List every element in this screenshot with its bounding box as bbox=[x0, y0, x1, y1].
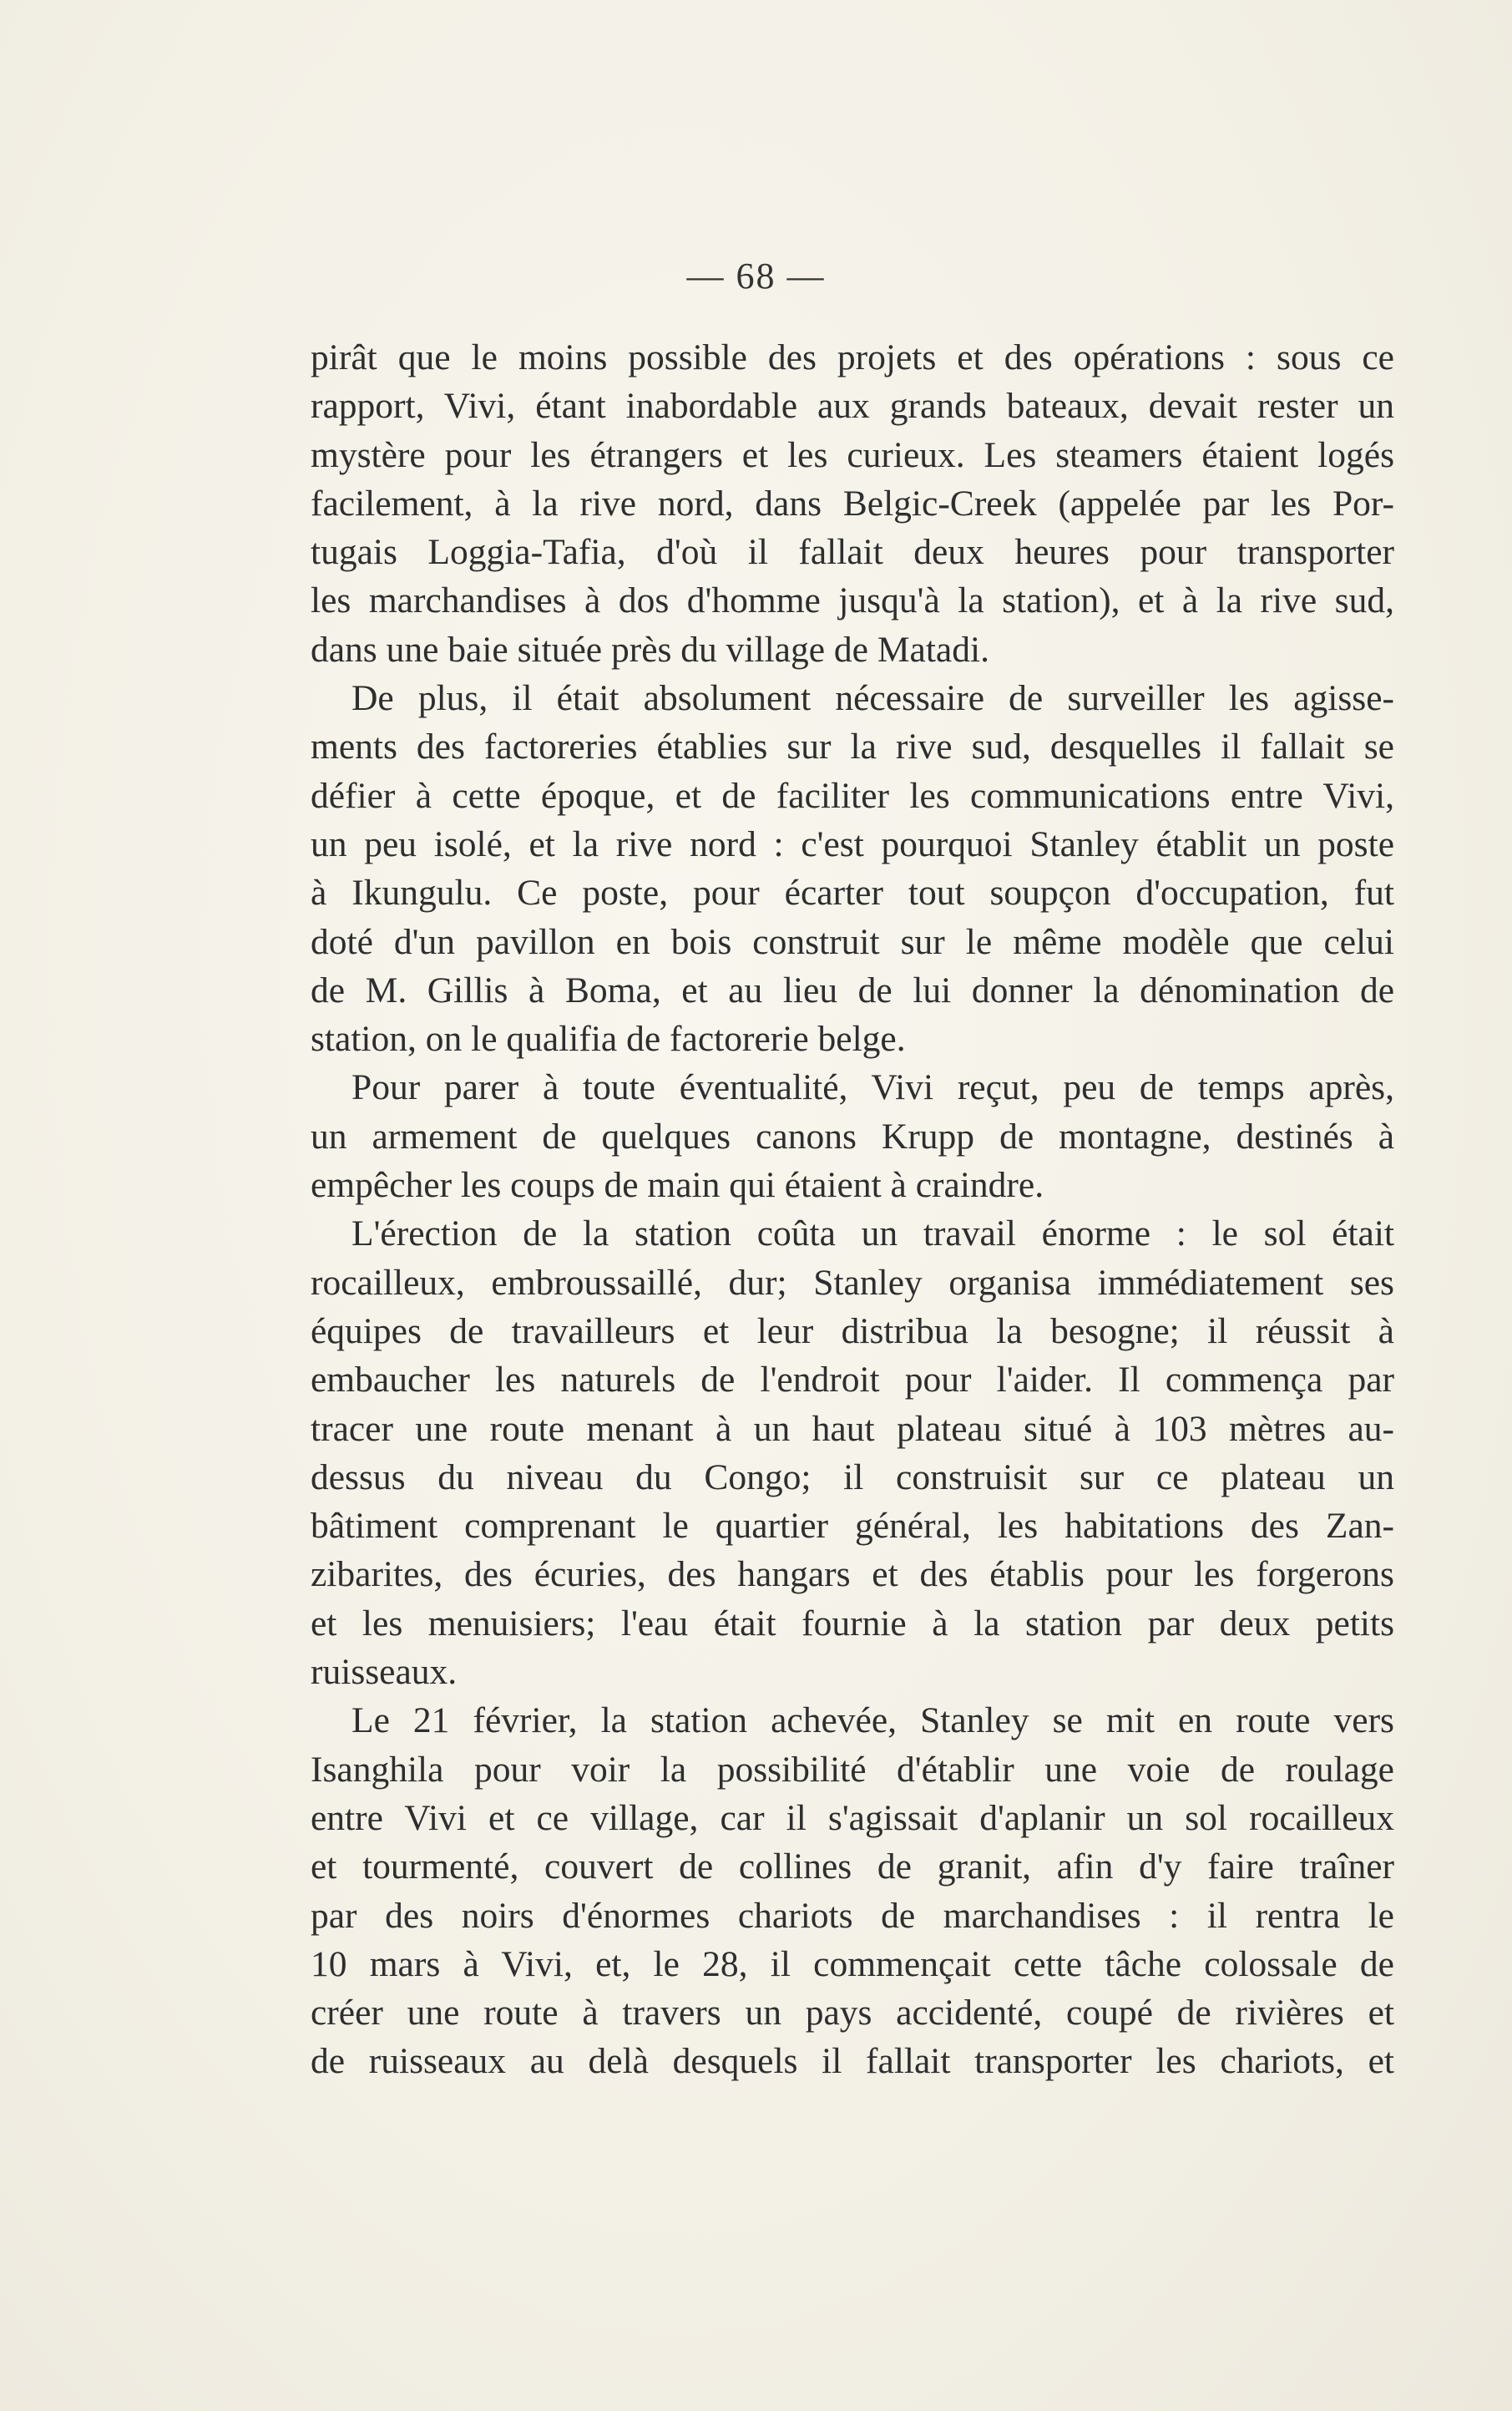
text-line: de M. Gillis à Boma, et au lieu de lui donner la dénomination de bbox=[311, 970, 1394, 1010]
text-line: zibarites, des écuries, des hangars et des établis pour les forgerons bbox=[311, 1554, 1394, 1595]
text-line: à Ikungulu. Ce poste, pour écarter tout soupçon d'occupation, fut bbox=[311, 873, 1394, 914]
text-line: et tourmenté, couvert de collines de granit, afin d'y faire traîner bbox=[311, 1846, 1394, 1887]
text-line: tugais Loggia-Tafia, d'où il fallait deux heures pour transporter bbox=[311, 532, 1394, 573]
text-line: rocailleux, embroussaillé, dur; Stanley organisa immédiatement ses bbox=[311, 1262, 1394, 1303]
text-line: entre Vivi et ce village, car il s'agissait d'aplanir un sol rocailleux bbox=[311, 1797, 1394, 1838]
text-line: doté d'un pavillon en bois construit sur le même modèle que celui bbox=[311, 921, 1394, 962]
text-line: créer une route à travers un pays accidenté, coupé de rivières et bbox=[311, 1993, 1394, 2034]
text-line: et les menuisiers; l'eau était fournie à la station par deux petits bbox=[311, 1603, 1394, 1644]
text-line: Isanghila pour voir la possibilité d'établir une voie de roulage bbox=[311, 1749, 1394, 1790]
text-line: De plus, il était absolument nécessaire de surveiller les agisse- bbox=[351, 678, 1394, 719]
text-line: tracer une route menant à un haut plateau situé à 103 mètres au- bbox=[311, 1408, 1394, 1449]
text-line: dans une baie située près du village de Matadi. bbox=[311, 629, 989, 670]
text-line: un peu isolé, et la rive nord : c'est pourquoi Stanley établit un poste bbox=[311, 823, 1394, 864]
text-line: pirât que le moins possible des projets et des opérations : sous ce bbox=[311, 337, 1394, 377]
body-text bbox=[311, 333, 1394, 2086]
text-line: station, on le qualifia de factorerie belge. bbox=[311, 1019, 906, 1060]
text-line: Le 21 février, la station achevée, Stanley se mit en route vers bbox=[351, 1700, 1394, 1741]
text-line: embaucher les naturels de l'endroit pour l'aider. Il commença par bbox=[311, 1360, 1394, 1401]
text-line: bâtiment comprenant le quartier général, les habitations des Zan- bbox=[311, 1506, 1394, 1547]
text-line: mystère pour les étrangers et les curieux. Les steamers étaient logés bbox=[311, 434, 1394, 475]
text-line: rapport, Vivi, étant inabordable aux grands bateaux, devait rester un bbox=[311, 386, 1394, 427]
text-line: de ruisseaux au delà desquels il fallait transporter les chariots, et bbox=[311, 2041, 1394, 2082]
text-line: L'érection de la station coûta un travail énorme : le sol était bbox=[351, 1213, 1394, 1254]
page-number: — 68 — bbox=[686, 256, 826, 296]
text-line: facilement, à la rive nord, dans Belgic-Creek (appelée par les Por- bbox=[311, 483, 1394, 524]
text-line: équipes de travailleurs et leur distribua la besogne; il réussit à bbox=[311, 1310, 1394, 1351]
text-line: dessus du niveau du Congo; il construisit sur ce plateau un bbox=[311, 1456, 1394, 1497]
text-line: empêcher les coups de main qui étaient à craindre. bbox=[311, 1165, 1044, 1206]
text-line: les marchandises à dos d'homme jusqu'à la station), et à la rive sud, bbox=[311, 580, 1394, 621]
text-line: 10 mars à Vivi, et, le 28, il commençait cette tâche colossale de bbox=[311, 1943, 1394, 1984]
text-line: Pour parer à toute éventualité, Vivi reçut, peu de temps après, bbox=[351, 1067, 1394, 1108]
text-line: ments des factoreries établies sur la rive sud, desquelles il fallait se bbox=[311, 727, 1394, 767]
text-line: ruisseaux. bbox=[311, 1652, 458, 1693]
text-line: par des noirs d'énormes chariots de marchandises : il rentra le bbox=[311, 1895, 1394, 1936]
text-line: défier à cette époque, et de faciliter les communications entre Vivi, bbox=[311, 775, 1394, 816]
text-line: un armement de quelques canons Krupp de montagne, destinés à bbox=[311, 1116, 1394, 1157]
